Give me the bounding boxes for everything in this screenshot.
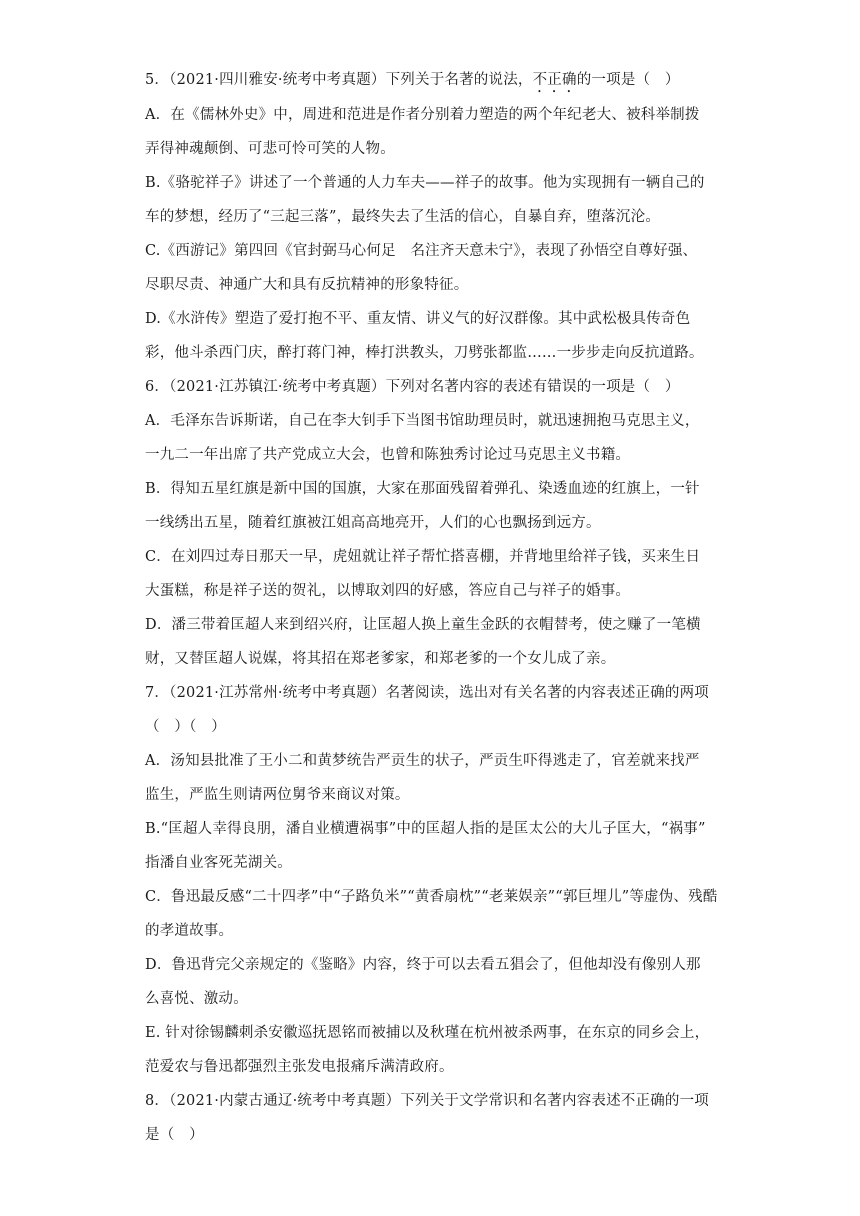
q5-option-line: 尽职尽责、神通广大和具有反抗精神的形象特征。: [145, 277, 469, 293]
q6-option-line: D．潘三带着匡超人来到绍兴府，让匡超人换上童生金跃的衣帽替考，使之赚了一笔横: [145, 617, 701, 633]
q6-option-line: 财，又替匡超人说媒，将其招在郑老爹家，和郑老爹的一个女儿成了亲。: [145, 651, 616, 667]
q6-option-line: 一九二一年出席了共产党成立大会，也曾和陈独秀讨论过马克思主义书籍。: [145, 447, 631, 463]
q7-option-line: 的孝道故事。: [145, 923, 234, 939]
question-7-stem: 7．（2021·江苏常州·统考中考真题）名著阅读，选出对有关名著的内容表述正确的两项: [145, 685, 710, 701]
q7-answer-blanks: （ ）（ ）: [145, 719, 226, 735]
q8-stem-continuation: 是（ ）: [145, 1127, 204, 1143]
question-5-stem: 5．（2021·四川雅安·统考中考真题）下列关于名著的说法，不正确的一项是（ ）: [145, 72, 680, 88]
q7-option-line: 范爱农与鲁迅都强烈主张发电报痛斥满清政府。: [145, 1059, 454, 1075]
q7-option-line: 监生，严监生则请两位舅爷来商议对策。: [145, 787, 410, 803]
q5-option-line: 弄得神魂颠倒、可悲可怜可笑的人物。: [145, 141, 395, 157]
q7-option-line: B.“匡超人幸得良朋，潘自业横遭祸事”中的匡超人指的是匡太公的大儿子匡大，“祸事”: [145, 821, 706, 837]
q6-option-line: 大蛋糕，称是祥子送的贺礼，以博取刘四的好感，答应自己与祥子的婚事。: [145, 583, 631, 599]
q6-option-line: B．得知五星红旗是新中国的国旗，大家在那面残留着弹孔、染透血迹的红旗上，一针: [145, 481, 700, 497]
question-6-stem: 6．（2021·江苏镇江·统考中考真题）下列对名著内容的表述有错误的一项是（ ）: [145, 379, 680, 395]
q5-option-line: 彩，他斗杀西门庆，醉打蒋门神，棒打洪教头，刀劈张都监……一步步走向反抗道路。: [145, 345, 704, 361]
q5-option-line: B.《骆驼祥子》讲述了一个普通的人力车夫——祥子的故事。他为实现拥有一辆自己的: [145, 175, 705, 191]
q7-option-line: D．鲁迅背完父亲规定的《鉴略》内容，终于可以去看五猖会了，但他却没有像别人那: [145, 957, 701, 973]
q5-option-line: C.《西游记》第四回《官封弼马心何足 名注齐天意未宁》，表现了孙悟空自尊好强、: [145, 243, 698, 259]
q5-option-line: D.《水浒传》塑造了爱打抱不平、重友情、讲义气的好汉群像。其中武松极具传奇色: [145, 311, 691, 327]
q6-option-line: C．在刘四过寿日那天一早，虎妞就让祥子帮忙搭喜棚，并背地里给祥子钱，买来生日: [145, 549, 701, 565]
q6-option-line: 一线绣出五星，随着红旗被江姐高高地亮开，人们的心也飘扬到远方。: [145, 515, 601, 531]
q6-option-line: A．毛泽东告诉斯诺，自己在李大钊手下当图书馆助理员时，就迅速拥抱马克思主义，: [145, 413, 700, 429]
q7-option-line: C．鲁迅最反感“二十四孝”中“子路负米”“黄香扇枕”“老莱娱亲”“郭巨埋儿”等虚伪、残酷: [145, 889, 718, 905]
question-8-stem: 8．（2021·内蒙古通辽·统考中考真题）下列关于文学常识和名著内容表述不正确的一项: [145, 1093, 710, 1109]
emphasis-dots-text: 不正确: [532, 72, 577, 88]
q5-option-line: 车的梦想，经历了“三起三落”，最终失去了生活的信心，自暴自弃，堕落沉沦。: [145, 209, 661, 225]
q5-option-line: A．在《儒林外史》中，周进和范进是作者分别着力塑造的两个年纪老大、被科举制拨: [145, 107, 700, 123]
q7-option-line: E. 针对徐锡麟刺杀安徽巡抚恩铭而被捕以及秋瑾在杭州被杀两事，在东京的同乡会上，: [145, 1025, 710, 1041]
q7-option-line: A．汤知县批准了王小二和黄梦统告严贡生的状子，严贡生吓得逃走了，官差就来找严: [145, 753, 700, 769]
q7-option-line: 指潘自业客死芜湖关。: [145, 855, 292, 871]
q7-option-line: 么喜悦、激动。: [145, 991, 248, 1007]
